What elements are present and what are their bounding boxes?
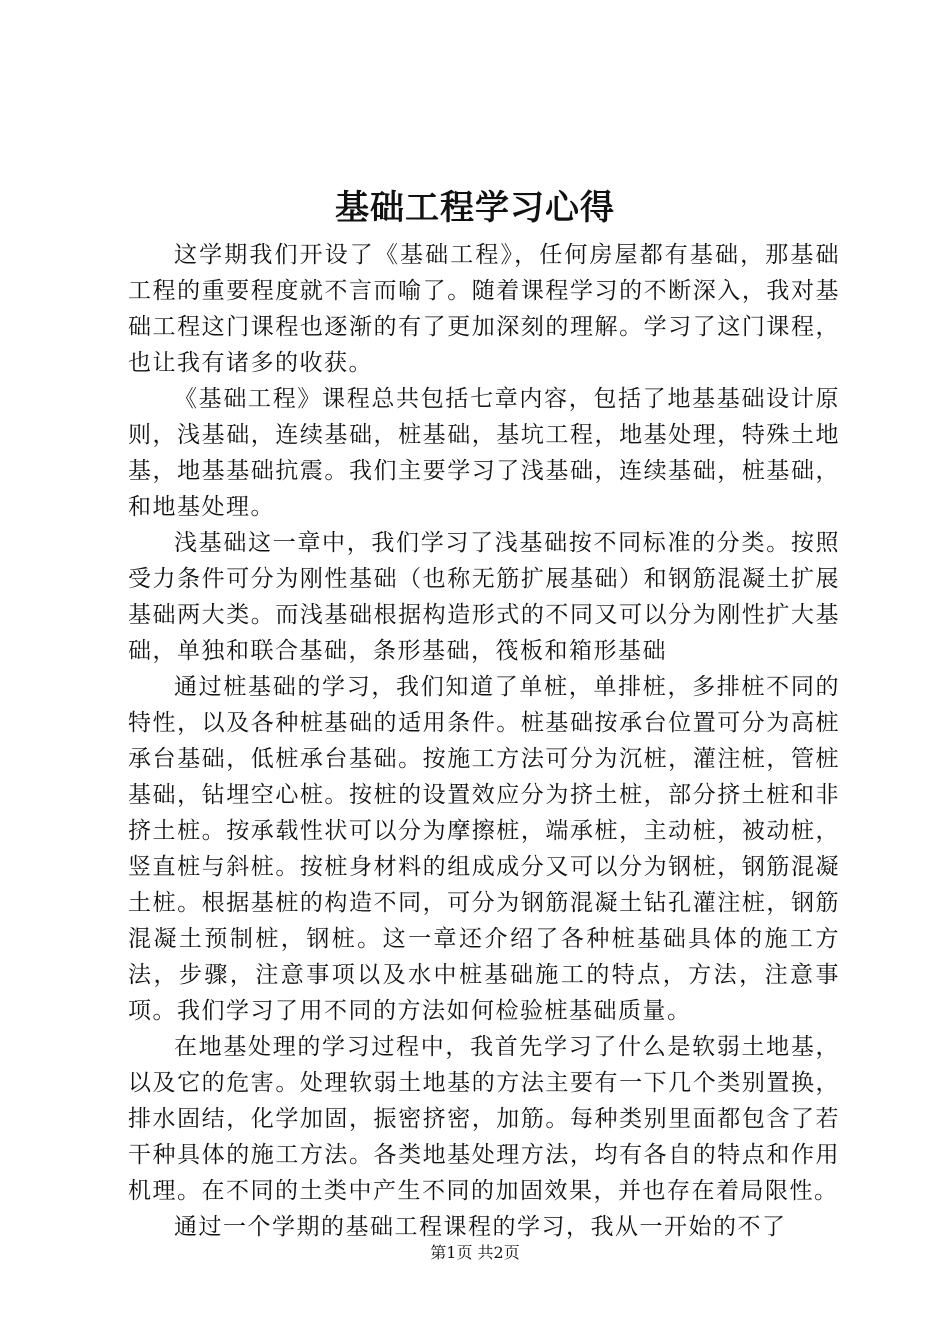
paragraph-shallow-foundation: 浅基础这一章中，我们学习了浅基础按不同标准的分类。按照受力条件可分为刚性基础（也称无筋扩展基础）和钢筋混凝土扩展基础两大类。而浅基础根据构造形式的不同又可以分为刚性扩大基础，单独和联合基础，条形基础，筏板和箱形基础 — [128, 530, 840, 664]
document-title: 基础工程学习心得 — [335, 188, 615, 228]
paragraph-intro: 这学期我们开设了《基础工程》，任何房屋都有基础，那基础工程的重要程度就不言而喻了。随着课程学习的不断深入，我对基础工程这门课程也逐渐的有了更加深刻的理解。学习了这门课程，也让我有诸多的收获。 — [128, 242, 840, 376]
paragraph-conclusion: 通过一个学期的基础工程课程的学习，我从一开始的不了 — [174, 1214, 787, 1240]
document-body — [128, 237, 840, 1245]
paragraph-ground-treatment: 在地基处理的学习过程中，我首先学习了什么是软弱土地基，以及它的危害。处理软弱土地基的方法主要有一下几个类别置换，排水固结，化学加固，振密挤密，加筋。每种类别里面都包含了若干种具体的施工方法。各类地基处理方法，均有各自的特点和作用机理。在不同的土类中产生不同的加固效果，并也存在着局限性。 — [128, 1034, 840, 1204]
paragraph-course-contents: 《基础工程》课程总共包括七章内容，包括了地基基础设计原则，浅基础，连续基础，桩基础，基坑工程，地基处理，特殊土地基，地基基础抗震。我们主要学习了浅基础，连续基础，桩基础，和地基处理。 — [128, 386, 840, 520]
paragraph-pile-foundation: 通过桩基础的学习，我们知道了单桩，单排桩，多排桩不同的特性，以及各种桩基础的适用条件。桩基础按承台位置可分为高桩承台基础，低桩承台基础。按施工方法可分为沉桩，灌注桩，管桩基础，钻埋空心桩。按桩的设置效应分为挤土桩，部分挤土桩和非挤土桩。按承载性状可以分为摩擦桩，端承桩，主动桩，被动桩，竖直桩与斜桩。按桩身材料的组成成分又可以分为钢桩，钢筋混凝土桩。根据基桩的构造不同，可分为钢筋混凝土钻孔灌注桩，钢筋混凝土预制桩，钢桩。这一章还介绍了各种桩基础具体的施工方法，步骤，注意事项以及水中桩基础施工的特点，方法，注意事项。我们学习了用不同的方法如何检验桩基础质量。 — [128, 674, 840, 1024]
page-number-footer: 第1页 共2页 — [430, 1243, 520, 1262]
